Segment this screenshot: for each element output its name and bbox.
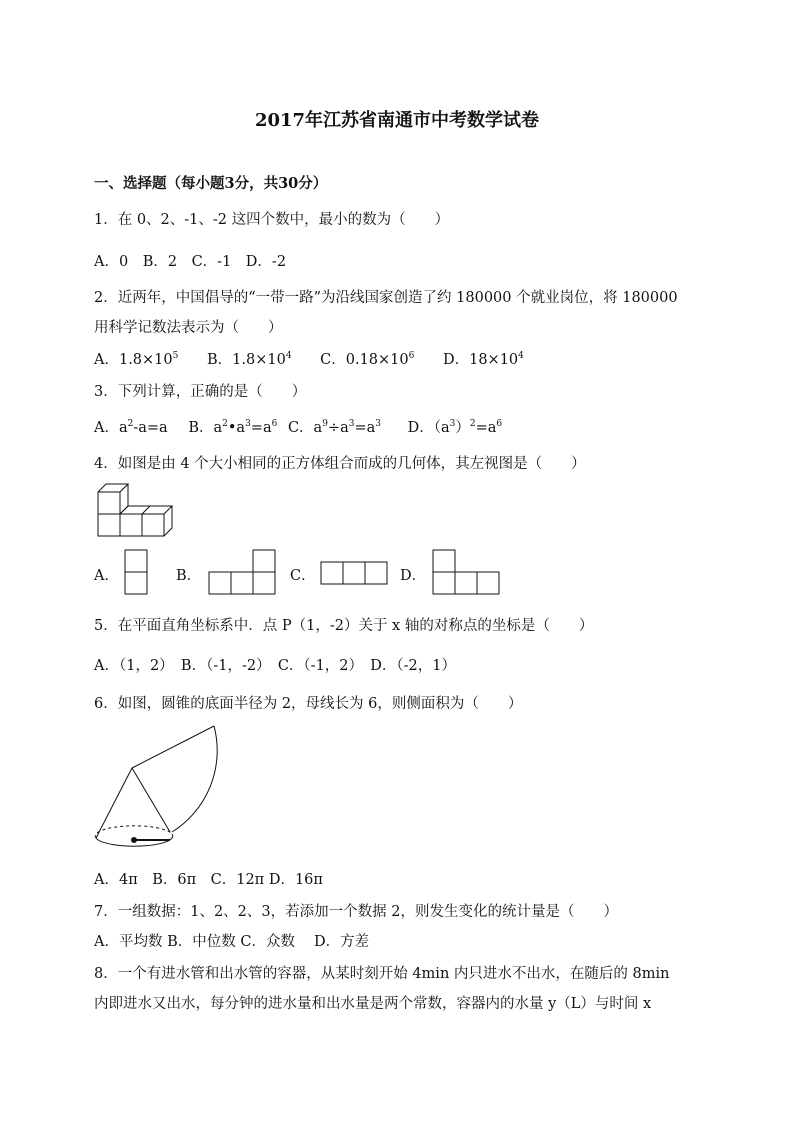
q4-option-a-figure <box>124 548 150 596</box>
q2-option-c: C．0.18×10 <box>320 352 409 368</box>
q5-stem: 5．在平面直角坐标系中．点 P（1，-2）关于 x 轴的对称点的坐标是（ ） <box>94 618 594 634</box>
q2-options: A．$1.8\times 10^5$ B．$1.8\times 10^4$ C．$0.18\times 10^6$ D．$18\times 10^4$ <box>94 351 524 368</box>
q4-option-a-label: A． <box>94 568 119 584</box>
q3-options: A．$a^2-a=a$ B．$a^2•a^3=a^6$ C．$a^9\div a^3=a^3$ D．$(a^3)^2=a^6$ <box>94 419 503 436</box>
section-heading: 一、选择题（每小题3分，共30分） <box>94 175 328 192</box>
q2-option-a: A．1.8×10 <box>94 352 173 368</box>
page-title: 2017年江苏省南通市中考数学试卷 <box>254 110 540 131</box>
q4-option-b-label: B． <box>176 568 202 584</box>
q8-stem-line1: 8．一个有进水管和出水管的容器，从某时刻开始 4min 内只进水不出水，在随后的 8min <box>94 966 670 982</box>
q6-stem: 6．如图，圆锥的底面半径为 2，母线长为 6，则侧面积为（ ） <box>94 696 523 712</box>
cube-solid-figure <box>96 482 176 538</box>
q4-option-d-label: D． <box>400 568 427 584</box>
q2-stem-line2: 用科学记数法表示为（ ） <box>94 320 283 336</box>
q2-option-d: D．18×10 <box>442 352 519 368</box>
q7-options: A．平均数 B．中位数 C．众数 D．方差 <box>94 934 370 950</box>
q4-option-c-figure <box>320 560 390 586</box>
q6-options: A．4π B．6π C．12π D．16π <box>94 872 323 888</box>
q2-stem-line1: 2．近两年，中国倡导的“一带一路”为沿线国家创造了约 180000 个就业岗位，将 180000 <box>94 290 678 306</box>
q4-option-d-figure <box>432 548 502 596</box>
q2-option-b: B．1.8×10 <box>206 352 286 368</box>
q5-options: A．（1，2） B．（-1，-2） C．（-1，2） D．（-2，1） <box>94 658 456 674</box>
q8-stem-line2: 内即进水又出水，每分钟的进水量和出水量是两个常数，容器内的水量 y（L）与时间 x <box>94 996 652 1012</box>
q4-option-b-figure <box>208 548 278 596</box>
q1-stem: 1．在 0、2、-1、-2 这四个数中，最小的数为（ ） <box>94 212 450 228</box>
cone-figure <box>92 722 222 852</box>
q1-options: A．0 B．2 C．-1 D．-2 <box>94 254 287 270</box>
q4-option-c-label: C． <box>290 568 316 584</box>
q4-stem: 4．如图是由 4 个大小相同的正方体组合而成的几何体，其左视图是（ ） <box>94 456 586 472</box>
q7-stem: 7．一组数据：1、2、2、3，若添加一个数据 2，则发生变化的统计量是（ ） <box>94 904 618 920</box>
q3-stem: 3．下列计算，正确的是（ ） <box>94 384 307 400</box>
